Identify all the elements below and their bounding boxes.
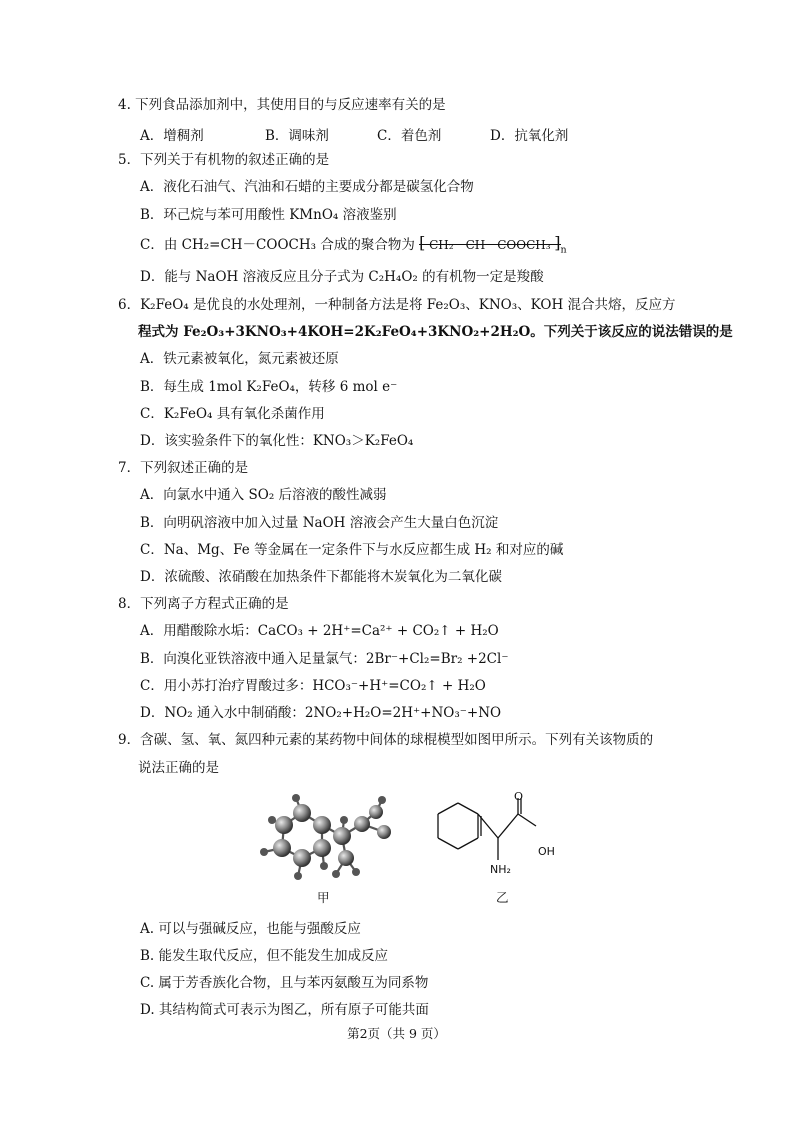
q9-option-c: C. 属于芳香族化合物，且与苯丙氨酸互为同系物 xyxy=(140,975,429,991)
q8-option-b: B．向溴化亚铁溶液中通入足量氯气：2Br⁻+Cl₂=Br₂ +2Cl⁻ xyxy=(140,651,509,667)
q7-option-c: C．Na、Mg、Fe 等金属在一定条件下与水反应都生成 H₂ 和对应的碱 xyxy=(140,542,564,558)
q7-stem: 7．下列叙述正确的是 xyxy=(118,460,249,476)
q5-stem: 5．下列关于有机物的叙述正确的是 xyxy=(118,152,330,168)
q4-option-a: A．增稠剂 xyxy=(140,128,204,144)
q5-option-b: B．环己烷与苯可用酸性 KMnO₄ 溶液鉴别 xyxy=(140,207,397,223)
page-footer: 第2页（共 9 页） xyxy=(347,1026,446,1041)
q5-option-a: A．液化石油气、汽油和石蜡的主要成分都是碳氢化合物 xyxy=(140,179,474,195)
q7-option-d: D．浓硫酸、浓硝酸在加热条件下都能将木炭氧化为二氧化碳 xyxy=(140,569,502,585)
q4-option-c: C．着色剂 xyxy=(377,128,442,144)
q6-option-d: D．该实验条件下的氧化性：KNO₃＞K₂FeO₄ xyxy=(140,433,414,449)
formula-label-o: O xyxy=(514,790,524,803)
q9-stem-line2: 说法正确的是 xyxy=(138,760,219,776)
formula-label-oh: OH xyxy=(538,845,555,858)
q9-option-a: A. 可以与强碱反应，也能与强酸反应 xyxy=(140,921,361,937)
q5-option-c xyxy=(140,233,567,256)
q6-stem-line2: 程式为 Fe₂O₃+3KNO₃+4KOH=2K₂FeO₄+3KNO₂+2H₂O。下列关于该反应的说法错误的是 xyxy=(138,324,733,340)
q9-option-b: B. 能发生取代反应，但不能发生加成反应 xyxy=(140,948,389,964)
q5-option-c-text: C．由 CH₂=CH－COOCH₃ 合成的聚合物为 xyxy=(140,237,415,253)
q9-option-d: D. 其结构简式可表示为图乙，所有原子可能共面 xyxy=(140,1002,429,1018)
q8-stem: 8．下列离子方程式正确的是 xyxy=(118,596,289,612)
q8-option-d: D．NO₂ 通入水中制硝酸：2NO₂+H₂O=2H⁺+NO₃⁻+NO xyxy=(140,705,502,721)
polymer-bracket: [ CH₂－CH－COOCH₃ ] xyxy=(419,233,561,252)
q7-option-a: A．向氯水中通入 SO₂ 后溶液的酸性减弱 xyxy=(140,487,387,503)
q6-stem-line1: 6．K₂FeO₄ 是优良的水处理剂，一种制备方法是将 Fe₂O₃、KNO₃、KOH 混合共熔，反应方 xyxy=(118,297,676,313)
formula-label-nh2: NH₂ xyxy=(490,863,511,876)
figure-b-caption: 乙 xyxy=(496,890,509,905)
figure-a-caption: 甲 xyxy=(317,890,330,905)
q7-option-b: B．向明矾溶液中加入过量 NaOH 溶液会产生大量白色沉淀 xyxy=(140,515,499,531)
ball-stick-model-figure xyxy=(250,790,400,888)
q8-option-c: C．用小苏打治疗胃酸过多：HCO₃⁻+H⁺=CO₂↑ + H₂O xyxy=(140,678,486,694)
q5-polymer-unit: CH₂－CH－COOCH₃ xyxy=(429,238,551,252)
q4-option-d: D．抗氧化剂 xyxy=(490,128,569,144)
q8-option-a: A．用醋酸除水垢：CaCO₃ + 2H⁺=Ca²⁺ + CO₂↑ + H₂O xyxy=(140,623,499,639)
q6-option-b: B．每生成 1mol K₂FeO₄，转移 6 mol e⁻ xyxy=(140,379,398,395)
q5-polymer-n: n xyxy=(560,244,567,256)
q9-stem-line1: 9．含碳、氢、氧、氮四种元素的某药物中间体的球棍模型如图甲所示。下列有关该物质的 xyxy=(118,732,654,748)
q6-option-a: A．铁元素被氧化，氮元素被还原 xyxy=(140,351,339,367)
q4-option-b: B．调味剂 xyxy=(265,128,329,144)
q4-stem: 4. 下列食品添加剂中，其使用目的与反应速率有关的是 xyxy=(118,97,446,113)
q4-options xyxy=(140,124,700,142)
q6-option-c: C．K₂FeO₄ 具有氧化杀菌作用 xyxy=(140,406,325,422)
q5-option-d: D．能与 NaOH 溶液反应且分子式为 C₂H₄O₂ 的有机物一定是羧酸 xyxy=(140,269,544,285)
